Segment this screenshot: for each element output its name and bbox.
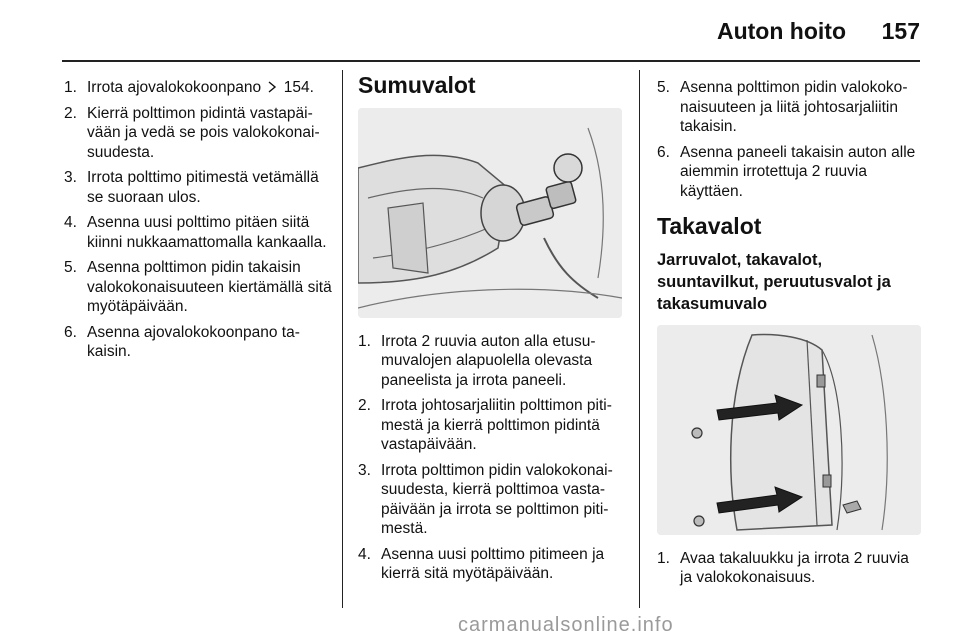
rear-light-removal-drawing <box>657 325 921 535</box>
step-number: 5. <box>657 79 670 96</box>
rear-lights-subheading: Jarruvalot, takavalot, suuntavilkut, peruutusvalot ja takasumuvalo <box>657 250 891 313</box>
step-text: Asenna paneeli takaisin auton alle aiemmin irrotettuja 2 ruuvia käyttäen. <box>680 143 916 200</box>
list-item <box>358 545 624 584</box>
step-number: 4. <box>64 214 77 231</box>
rear-lights-heading: Takavalot <box>657 213 762 239</box>
page-reference[interactable]: 154. <box>283 79 314 96</box>
step-number: 3. <box>358 461 371 479</box>
section-title: Auton hoito <box>716 18 846 44</box>
header-rule <box>62 60 920 62</box>
fog-lights-heading: Sumuvalot <box>358 72 476 98</box>
fog-light-illustration <box>358 108 622 318</box>
step-number: 3. <box>64 169 77 186</box>
step-number: 1. <box>358 332 371 350</box>
step-text: Irrota 2 ruuvia auton alla etusumuvalojen alapuolella olevasta paneelista ja irrota paneeli. <box>381 332 596 389</box>
step-text: Irrota polttimon pidin valokokonaisuudesta, kierrä polttimoa vastapäivään ja irrota se polttimon pitimestä. <box>381 461 613 537</box>
step-text: Asenna polttimon pidin valokokonaisuuteen ja liitä johtosarjaliitin takaisin. <box>680 79 908 135</box>
step-number: 6. <box>64 323 77 341</box>
column-1 <box>64 78 332 368</box>
rear-light-illustration <box>657 325 921 535</box>
step-list <box>657 549 923 588</box>
column-2 <box>358 72 624 590</box>
list-item <box>358 396 624 455</box>
list-item <box>64 104 332 163</box>
step-list <box>657 78 923 201</box>
step-text: Kierrä polttimon pidintä vastapäivään ja vedä se pois valokokonaisuudesta. <box>87 104 320 161</box>
step-text: Avaa takaluukku ja irrota 2 ruuvia ja valokokonaisuus. <box>680 549 909 586</box>
list-item <box>64 78 332 98</box>
list-item <box>64 213 332 252</box>
list-item <box>64 323 332 362</box>
step-text <box>87 78 332 98</box>
list-item <box>64 168 332 207</box>
list-item <box>657 78 923 137</box>
fog-light-bulb-drawing <box>358 108 622 318</box>
column-divider <box>639 70 640 608</box>
watermark: carmanualsonline.info <box>458 614 674 636</box>
step-text: Asenna uusi polttimo pitäen siitä kiinni nukkaamattomalla kankaalla. <box>87 214 327 251</box>
step-number: 4. <box>358 545 371 563</box>
step-text: Asenna ajovalokokoonpano takaisin. <box>87 323 300 360</box>
column-divider <box>342 70 343 608</box>
step-list <box>64 78 332 362</box>
step-number: 5. <box>64 259 77 276</box>
step-text: Asenna polttimon pidin takaisin valokokonaisuuteen kiertämällä sitä myötäpäivään. <box>87 259 332 315</box>
step-text-main: Irrota ajovalokokoonpano <box>87 79 262 96</box>
step-list <box>358 332 624 584</box>
step-number: 2. <box>358 397 371 414</box>
step-text: Irrota johtosarjaliitin polttimon pitimestä ja kierrä polttimon pidintä vastapäivään. <box>381 397 612 453</box>
step-number: 1. <box>657 549 670 567</box>
list-item <box>358 332 624 391</box>
step-text: Asenna uusi polttimo pitimeen ja kierrä sitä myötäpäivään. <box>381 545 605 582</box>
arrow-ref-icon <box>267 81 277 93</box>
step-text: Irrota polttimo pitimestä vetämällä se suoraan ulos. <box>87 169 319 206</box>
column-3 <box>657 78 923 594</box>
step-number: 1. <box>64 79 77 96</box>
page-header <box>0 0 960 62</box>
step-number: 6. <box>657 143 670 161</box>
list-item <box>657 143 923 202</box>
list-item <box>657 549 923 588</box>
step-number: 2. <box>64 104 77 122</box>
list-item <box>64 258 332 317</box>
page-number: 157 <box>881 18 920 44</box>
list-item <box>358 461 624 539</box>
